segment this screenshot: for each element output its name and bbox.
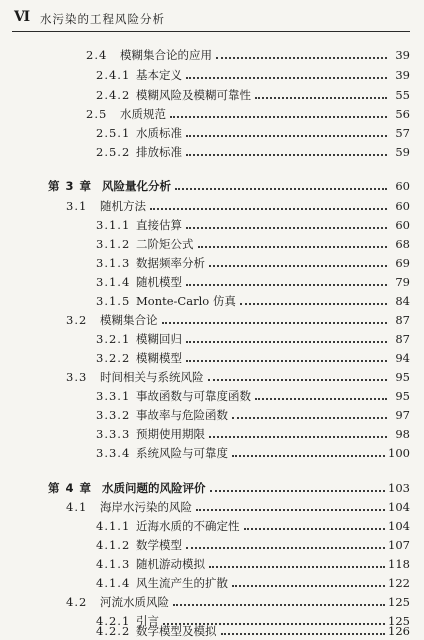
entry-title: 系统风险与可靠度 bbox=[136, 446, 228, 460]
dot-leader bbox=[175, 188, 387, 190]
entry-number: 4.1.4 bbox=[96, 576, 131, 590]
toc-entry-subsection bbox=[96, 423, 410, 441]
toc-entry-subsection bbox=[96, 64, 410, 82]
entry-page: 100 bbox=[388, 446, 410, 460]
entry-number: 4.2.2 bbox=[96, 624, 131, 638]
dot-leader bbox=[162, 322, 388, 324]
entry-page: 69 bbox=[395, 256, 410, 270]
toc-entry-section bbox=[86, 103, 410, 121]
entry-title: Monte-Carlo 仿真 bbox=[136, 294, 236, 308]
entry-page: 84 bbox=[395, 294, 410, 308]
toc-entry-section bbox=[66, 195, 410, 213]
toc-entry-section bbox=[86, 44, 410, 62]
toc-entry-subsection bbox=[96, 553, 410, 571]
dot-leader bbox=[240, 303, 387, 305]
entry-title: 引言 bbox=[136, 614, 159, 628]
toc-entry-subsection bbox=[96, 404, 410, 422]
entry-title: 近海水质的不确定性 bbox=[136, 519, 240, 533]
entry-number: 4.1.2 bbox=[96, 538, 131, 552]
dot-leader bbox=[186, 77, 387, 79]
dot-leader bbox=[208, 379, 388, 381]
toc-entry-section bbox=[66, 591, 410, 609]
entry-number: 4.2 bbox=[66, 595, 88, 609]
toc-entry-subsection bbox=[96, 214, 410, 232]
dot-leader bbox=[186, 227, 387, 229]
toc-entry-subsection bbox=[96, 347, 410, 365]
dot-leader bbox=[210, 490, 386, 492]
entry-number: 3.3.3 bbox=[96, 427, 131, 441]
entry-number: 4.1.3 bbox=[96, 557, 131, 571]
toc-entry-section bbox=[66, 366, 410, 384]
entry-page: 122 bbox=[388, 576, 410, 590]
toc-entry-subsection bbox=[96, 515, 410, 533]
entry-title: 预期使用期限 bbox=[136, 427, 205, 441]
dot-leader bbox=[186, 341, 387, 343]
dot-leader bbox=[186, 360, 387, 362]
dot-leader bbox=[244, 528, 386, 530]
entry-page: 79 bbox=[395, 275, 410, 289]
entry-title: 事故率与危险函数 bbox=[136, 408, 228, 422]
toc-entry-section bbox=[66, 496, 410, 514]
entry-title: 模糊回归 bbox=[136, 332, 182, 346]
entry-page: 104 bbox=[388, 500, 410, 514]
toc-entry-subsection bbox=[96, 290, 410, 308]
toc-entry-chapter bbox=[48, 477, 410, 495]
entry-title: 模糊模型 bbox=[136, 351, 182, 365]
dot-leader bbox=[186, 154, 387, 156]
entry-page: 103 bbox=[388, 481, 410, 495]
dot-leader bbox=[255, 97, 387, 99]
entry-title: 风生流产生的扩散 bbox=[136, 576, 228, 590]
toc-entry-subsection bbox=[96, 271, 410, 289]
entry-title: 直接估算 bbox=[136, 218, 182, 232]
dot-leader bbox=[232, 455, 385, 457]
dot-leader bbox=[209, 265, 387, 267]
entry-title: 水质规范 bbox=[120, 107, 166, 121]
entry-number: 2.4.2 bbox=[96, 88, 131, 102]
toc-entry-section bbox=[66, 309, 410, 327]
dot-leader bbox=[232, 585, 385, 587]
entry-title: 河流水质风险 bbox=[100, 595, 169, 609]
entry-page: 60 bbox=[395, 179, 410, 193]
toc-entry-subsection bbox=[96, 122, 410, 140]
entry-title: 模糊风险及模糊可靠性 bbox=[136, 88, 251, 102]
entry-page: 55 bbox=[395, 88, 410, 102]
entry-page: 125 bbox=[388, 595, 410, 609]
entry-page: 87 bbox=[395, 313, 410, 327]
entry-number: 3.3 bbox=[66, 370, 88, 384]
toc-entry-subsection bbox=[96, 385, 410, 403]
dot-leader bbox=[170, 116, 387, 118]
entry-page: 118 bbox=[388, 557, 410, 571]
dot-leader bbox=[186, 284, 387, 286]
toc-entry-subsection bbox=[96, 620, 410, 638]
entry-number: 3.2 bbox=[66, 313, 88, 327]
dot-leader bbox=[209, 436, 387, 438]
dot-leader bbox=[198, 246, 388, 248]
entry-number: 3.2.2 bbox=[96, 351, 131, 365]
dot-leader bbox=[196, 509, 385, 511]
entry-number: 3.3.1 bbox=[96, 389, 131, 403]
dot-leader bbox=[255, 398, 387, 400]
entry-number: 3.1 bbox=[66, 199, 88, 213]
entry-title: 数学模型及模拟 bbox=[136, 624, 217, 638]
chapter-title: 风险量化分析 bbox=[102, 179, 172, 193]
toc-entry-subsection bbox=[96, 442, 410, 460]
chapter-title: 水质问题的风险评价 bbox=[102, 481, 206, 495]
entry-page: 60 bbox=[395, 218, 410, 232]
entry-title: 基本定义 bbox=[136, 68, 182, 82]
entry-title: 时间相关与系统风险 bbox=[100, 370, 204, 384]
dot-leader bbox=[186, 547, 385, 549]
entry-title: 模糊集合论的应用 bbox=[120, 48, 212, 62]
entry-number: 2.5 bbox=[86, 107, 108, 121]
toc-entry-subsection bbox=[96, 84, 410, 102]
toc-entry-subsection bbox=[96, 328, 410, 346]
entry-page: 125 bbox=[388, 614, 410, 628]
dot-leader bbox=[150, 208, 387, 210]
chapter-number: 第 4 章 bbox=[48, 481, 93, 495]
toc-entry-subsection bbox=[96, 534, 410, 552]
entry-title: 随机方法 bbox=[100, 199, 146, 213]
entry-page: 126 bbox=[388, 624, 410, 638]
entry-page: 56 bbox=[395, 107, 410, 121]
page-number: Ⅵ bbox=[14, 9, 30, 25]
toc-entry-subsection bbox=[96, 141, 410, 159]
entry-title: 数据频率分析 bbox=[136, 256, 205, 270]
entry-title: 排放标准 bbox=[136, 145, 182, 159]
entry-title: 事故函数与可靠度函数 bbox=[136, 389, 251, 403]
entry-title: 海岸水污染的风险 bbox=[100, 500, 192, 514]
entry-page: 98 bbox=[395, 427, 410, 441]
entry-page: 57 bbox=[395, 126, 410, 140]
entry-number: 3.1.5 bbox=[96, 294, 131, 308]
entry-title: 随机游动模拟 bbox=[136, 557, 205, 571]
entry-number: 2.5.1 bbox=[96, 126, 131, 140]
entry-number: 3.1.4 bbox=[96, 275, 131, 289]
entry-page: 97 bbox=[395, 408, 410, 422]
toc-entry-subsection bbox=[96, 233, 410, 251]
entry-title: 随机模型 bbox=[136, 275, 182, 289]
chapter-number: 第 3 章 bbox=[48, 179, 93, 193]
entry-number: 3.1.1 bbox=[96, 218, 131, 232]
entry-page: 39 bbox=[395, 68, 410, 82]
entry-page: 94 bbox=[395, 351, 410, 365]
entry-title: 数学模型 bbox=[136, 538, 182, 552]
entry-page: 39 bbox=[395, 48, 410, 62]
entry-page: 107 bbox=[388, 538, 410, 552]
entry-page: 87 bbox=[395, 332, 410, 346]
entry-number: 2.4.1 bbox=[96, 68, 131, 82]
entry-number: 4.2.1 bbox=[96, 614, 131, 628]
entry-page: 59 bbox=[395, 145, 410, 159]
entry-title: 二阶矩公式 bbox=[136, 237, 194, 251]
entry-page: 104 bbox=[388, 519, 410, 533]
entry-number: 3.3.2 bbox=[96, 408, 131, 422]
entry-page: 68 bbox=[395, 237, 410, 251]
toc-entry-subsection bbox=[96, 252, 410, 270]
dot-leader bbox=[209, 566, 385, 568]
dot-leader bbox=[186, 135, 387, 137]
dot-leader bbox=[216, 57, 387, 59]
dot-leader bbox=[173, 604, 385, 606]
toc-entry-chapter bbox=[48, 175, 410, 193]
entry-page: 60 bbox=[395, 199, 410, 213]
entry-number: 3.1.3 bbox=[96, 256, 131, 270]
entry-number: 3.1.2 bbox=[96, 237, 131, 251]
entry-number: 3.2.1 bbox=[96, 332, 131, 346]
entry-number: 4.1.1 bbox=[96, 519, 131, 533]
entry-page: 95 bbox=[395, 370, 410, 384]
entry-number: 2.5.2 bbox=[96, 145, 131, 159]
toc-entry-subsection bbox=[96, 572, 410, 590]
running-title: 水污染的工程风险分析 bbox=[40, 12, 165, 26]
entry-title: 水质标准 bbox=[136, 126, 182, 140]
dot-leader bbox=[221, 633, 386, 635]
entry-number: 3.3.4 bbox=[96, 446, 131, 460]
entry-title: 模糊集合论 bbox=[100, 313, 158, 327]
dot-leader bbox=[232, 417, 387, 419]
entry-number: 2.4 bbox=[86, 48, 108, 62]
entry-number: 4.1 bbox=[66, 500, 88, 514]
entry-page: 95 bbox=[395, 389, 410, 403]
